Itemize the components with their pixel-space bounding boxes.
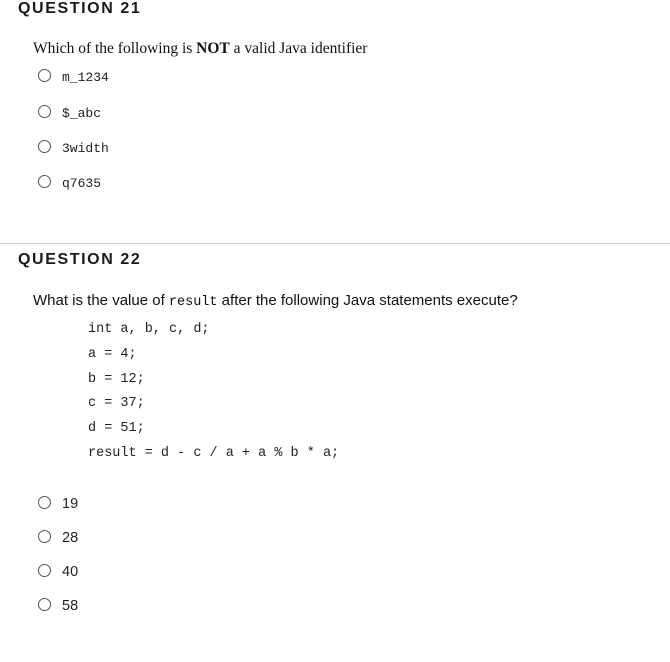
code-line: result = d - c / a + a % b * a; [88,445,340,461]
question-21-prompt-end: a valid Java identifier [229,40,368,57]
radio-button[interactable] [38,175,51,188]
q21-option-1[interactable] [38,65,109,85]
radio-button[interactable] [38,496,51,509]
radio-button[interactable] [38,105,51,118]
code-line: int a, b, c, d; [88,322,210,337]
q22-option-1-label: 19 [62,496,79,512]
question-21-prompt [33,40,367,58]
radio-button[interactable] [38,69,51,82]
question-divider [0,243,670,244]
q22-option-3[interactable] [38,560,78,580]
q21-option-1-label: m_1234 [62,69,109,85]
q21-option-4-label: q7635 [62,175,102,191]
q22-option-1[interactable] [38,492,78,512]
code-line: d = 51; [88,421,145,437]
question-21-prompt-start: Which of the following is [33,40,197,57]
q22-option-4-label: 58 [62,598,79,614]
question-22-title: QUESTION 22 [18,251,142,268]
code-line: b = 12; [88,371,145,387]
code-block [88,318,339,467]
q21-option-2-label: $_abc [62,105,102,121]
question-22-prompt-code: result [168,295,218,310]
q21-option-2[interactable] [38,101,101,121]
question-21-title: QUESTION 21 [18,0,142,17]
radio-button[interactable] [38,564,51,577]
code-line: a = 4; [88,346,137,362]
radio-button[interactable] [38,598,51,611]
question-22-prompt-end: after the following Java statements execute? [217,292,518,309]
question-22-prompt-start: What is the value of [33,292,169,309]
code-line: c = 37; [88,396,145,412]
radio-button[interactable] [38,530,51,543]
q22-option-2-label: 28 [62,530,79,546]
question-22-prompt [33,292,518,310]
q21-option-3[interactable] [38,136,109,156]
question-21-prompt-emphasis: NOT [196,40,230,57]
q21-option-4[interactable] [38,171,101,191]
q22-option-3-label: 40 [62,564,79,580]
q22-option-4[interactable] [38,594,78,614]
radio-button[interactable] [38,140,51,153]
q22-option-2[interactable] [38,526,78,546]
q21-option-3-label: 3width [62,140,109,156]
